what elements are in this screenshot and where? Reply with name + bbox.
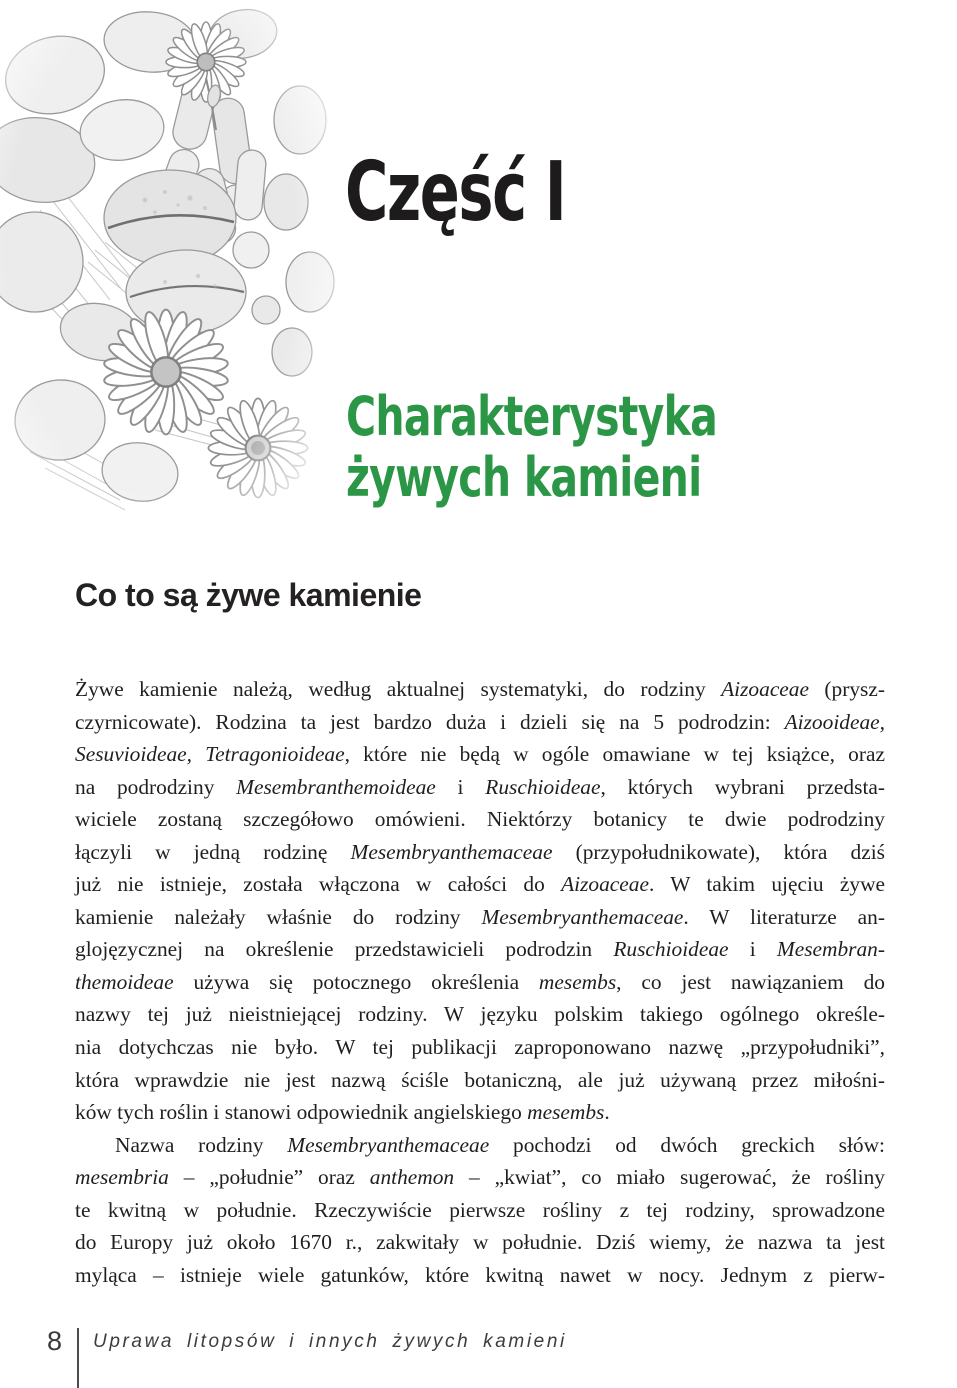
footer-divider [77,1328,79,1388]
body-line: Sesuvioideae, Tetragonioideae, które nie będą w ogóle omawiane w tej książce, oraz [75,742,885,767]
body-line: Żywe kamienie należą, według aktualnej systematyki, do rodziny Aizoaceae (prysz- [75,677,886,701]
body-line: glojęzycznej na określenie przedstawicieli podrodzin Ruschioideae i Mesembran- [75,937,885,962]
page-footer [0,1322,957,1388]
body-line: Nazwa rodziny Mesembryanthemaceae pochodzi od dwóch greckich słów: [115,1132,885,1157]
body-line: kamienie należały właśnie do rodziny Mesembryanthemaceae. W literaturze an- [75,904,885,929]
body-line: łączyli w jedną rodzinę Mesembryanthemaceae (przypołudnikowate), która dziś [75,839,886,864]
footer-book-title: Uprawa litopsów i innych żywych kamieni [93,1331,567,1352]
body-line: mesembria – „południe” oraz anthemon – „kwiat”, co miało sugerować, że rośliny [75,1165,885,1190]
page-number: 8 [47,1326,63,1356]
body-line: która wprawdzie nie jest nazwą ściśle botaniczną, ale już używaną przez miłośni- [75,1067,885,1092]
chapter-title-line2: żywych kamieni [346,446,702,509]
body-line: już nie istnieje, została włączona w całości do Aizoaceae. W takim ujęciu żywe [75,872,886,897]
body-text [75,673,885,1291]
body-line: te kwitną w południe. Rzeczywiście pierwsze rośliny z tej rodziny, sprowadzone [75,1197,885,1222]
body-line: nia dotychczas nie było. W tej publikacji zaproponowano nazwę „przypołudniki”, [75,1035,885,1060]
body-line: na podrodziny Mesembranthemoideae i Ruschioideae, których wybrani przedsta- [75,774,886,799]
part-title: Część I [345,145,566,240]
body-line: nazwy tej już nieistniejącej rodziny. W języku polskim takiego ogólnego określe- [75,1002,885,1027]
body-line: themoideae używa się potocznego określenia mesembs, co jest nawiązaniem do [75,969,885,994]
body-line: ków tych roślin i stanowi odpowiednik angielskiego mesembs. [75,1100,610,1125]
body-line: do Europy już około 1670 r., zakwitały w południe. Dziś wiemy, że nazwa ta jest [75,1230,885,1255]
body-line: myląca – istnieje wiele gatunków, które kwitną nawet w nocy. Jednym z pierw- [75,1262,885,1287]
chapter-title [346,386,717,508]
body-line: wiciele zostaną szczegółowo omówieni. Niektórzy botanicy te dwie podrodziny [75,807,885,832]
section-heading: Co to są żywe kamienie [75,577,422,613]
body-line: czyrnicowate). Rodzina ta jest bardzo duża i dzieli się na 5 podrodzin: Aizooideae, [75,709,885,734]
lithops-illustration [0,0,335,548]
chapter-title-line1: Charakterystyka [346,385,718,448]
